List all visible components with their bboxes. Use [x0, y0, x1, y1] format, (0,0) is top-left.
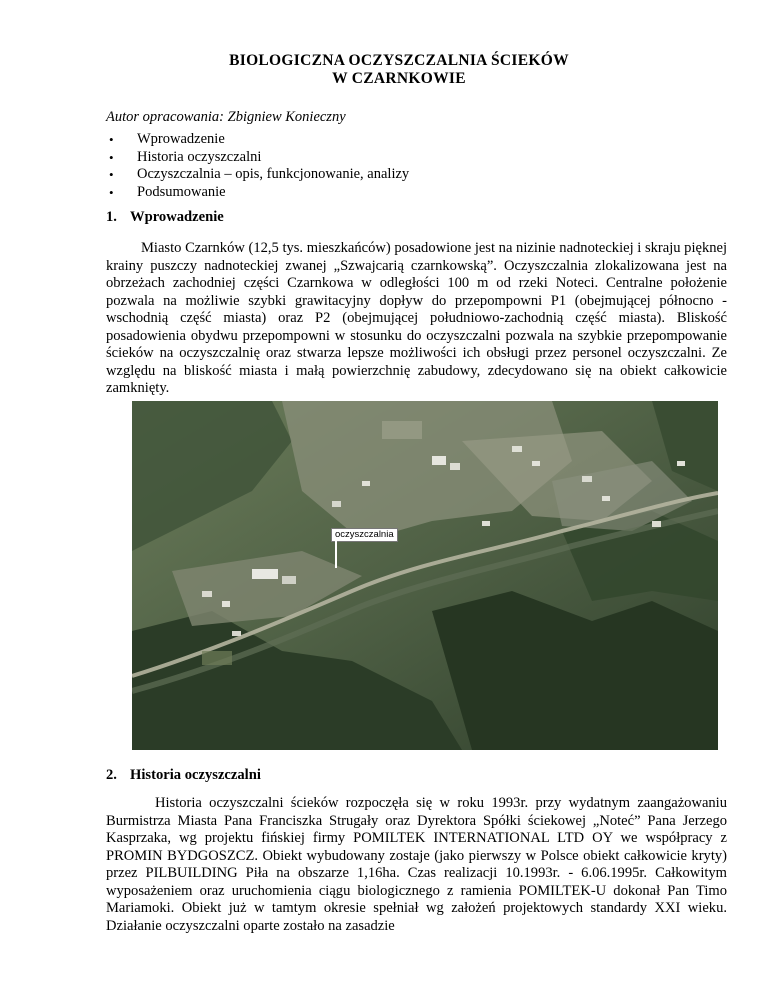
section-title: Wprowadzenie — [130, 209, 224, 225]
aerial-photo-image — [132, 401, 718, 750]
bullet-icon: • — [109, 184, 114, 200]
author-line: Autor opracowania: Zbigniew Konieczny — [106, 109, 346, 125]
plant-location-pointer — [335, 541, 337, 568]
section-heading-history — [106, 767, 261, 784]
section-number: 1. — [106, 209, 117, 225]
toc-item — [106, 184, 409, 202]
bullet-icon: • — [109, 132, 114, 147]
section-introduction-paragraph: Miasto Czarnków (12,5 tys. mieszkańców) posadowione jest na nizinie nadnoteckiej i skraju pięknej krainy puszczy nadnoteckiej zwanej „Szwajcarią czarnkowską”. Oczyszczalnia zlokalizowana jest na obrzeżach zachodniej części Czarnkowa w odległości 100 m od rzeki Noteci. Centralne położenie pozwala na możliwie szybki grawitacyjny dopływ do przepompowni P1 (obejmującej północno - wschodnią część miasta) oraz P2 (obejmującej południowo-zachodnią część miasta). Bliskość posadowienia obydwu przepompowni w stosunku do oczyszczalni pozwala na szybkie przepompowanie ścieków na oczyszczalnię oraz stwarza lepsze możliwości ich obsługi przez personel oczyszczalni. Ze względu na bliskość miasta i małą powierzchnię zabudowy, zdecydowano się na obiekt całkowicie zamknięty. — [106, 240, 727, 397]
section-history-paragraph: Historia oczyszczalni ścieków rozpoczęła się w roku 1993r. przy wydatnym zaangażowaniu Burmistrza Miasta Pana Franciszka Strugały oraz Dyrektora Spółki ściekowej „Noteć” Pana Jerzego Kasprzaka, wg projektu fińskiej firmy POMILTEK INTERNATIONAL LTD OY we współpracy z PROMIN BYDGOSZCZ. Obiekt wybudowany zostaje (jako pierwszy w Polsce obiekt całkowicie kryty) przez PILBUILDING Piła na obszarze 1,16ha. Czas realizacji 10.1993r. - 6.06.1995r. Całkowitym wyposażeniem oraz uruchomienia ciągu biologicznego z ramienia POMILTEK-U dokonał Pan Timo Mariamoki. Obiekt już w tamtym okresie spełniał wg założeń projektowych standardy XXI wieku. Działanie oczyszczalni oparte zostało na zasadzie — [106, 795, 727, 934]
toc-item-label: Podsumowanie — [137, 183, 226, 200]
document-title-line2: W CZARNKOWIE — [332, 70, 466, 87]
bullet-icon: • — [109, 167, 114, 182]
toc-item — [106, 166, 409, 184]
table-of-contents — [106, 131, 409, 201]
plant-location-label: oczyszczalnia — [331, 528, 398, 542]
document-title-line1: BIOLOGICZNA OCZYSZCZALNIA ŚCIEKÓW — [229, 52, 569, 69]
toc-item-label: Wprowadzenie — [137, 131, 225, 147]
aerial-photo — [132, 401, 718, 750]
toc-item — [106, 149, 409, 167]
toc-item-label: Historia oczyszczalni — [137, 148, 262, 165]
toc-item — [106, 131, 409, 149]
toc-item-label: Oczyszczalnia – opis, funkcjonowanie, analizy — [137, 166, 410, 182]
section-heading-introduction — [106, 209, 224, 226]
section-number: 2. — [106, 767, 117, 783]
bullet-icon: • — [109, 149, 114, 165]
section-title: Historia oczyszczalni — [130, 767, 261, 783]
